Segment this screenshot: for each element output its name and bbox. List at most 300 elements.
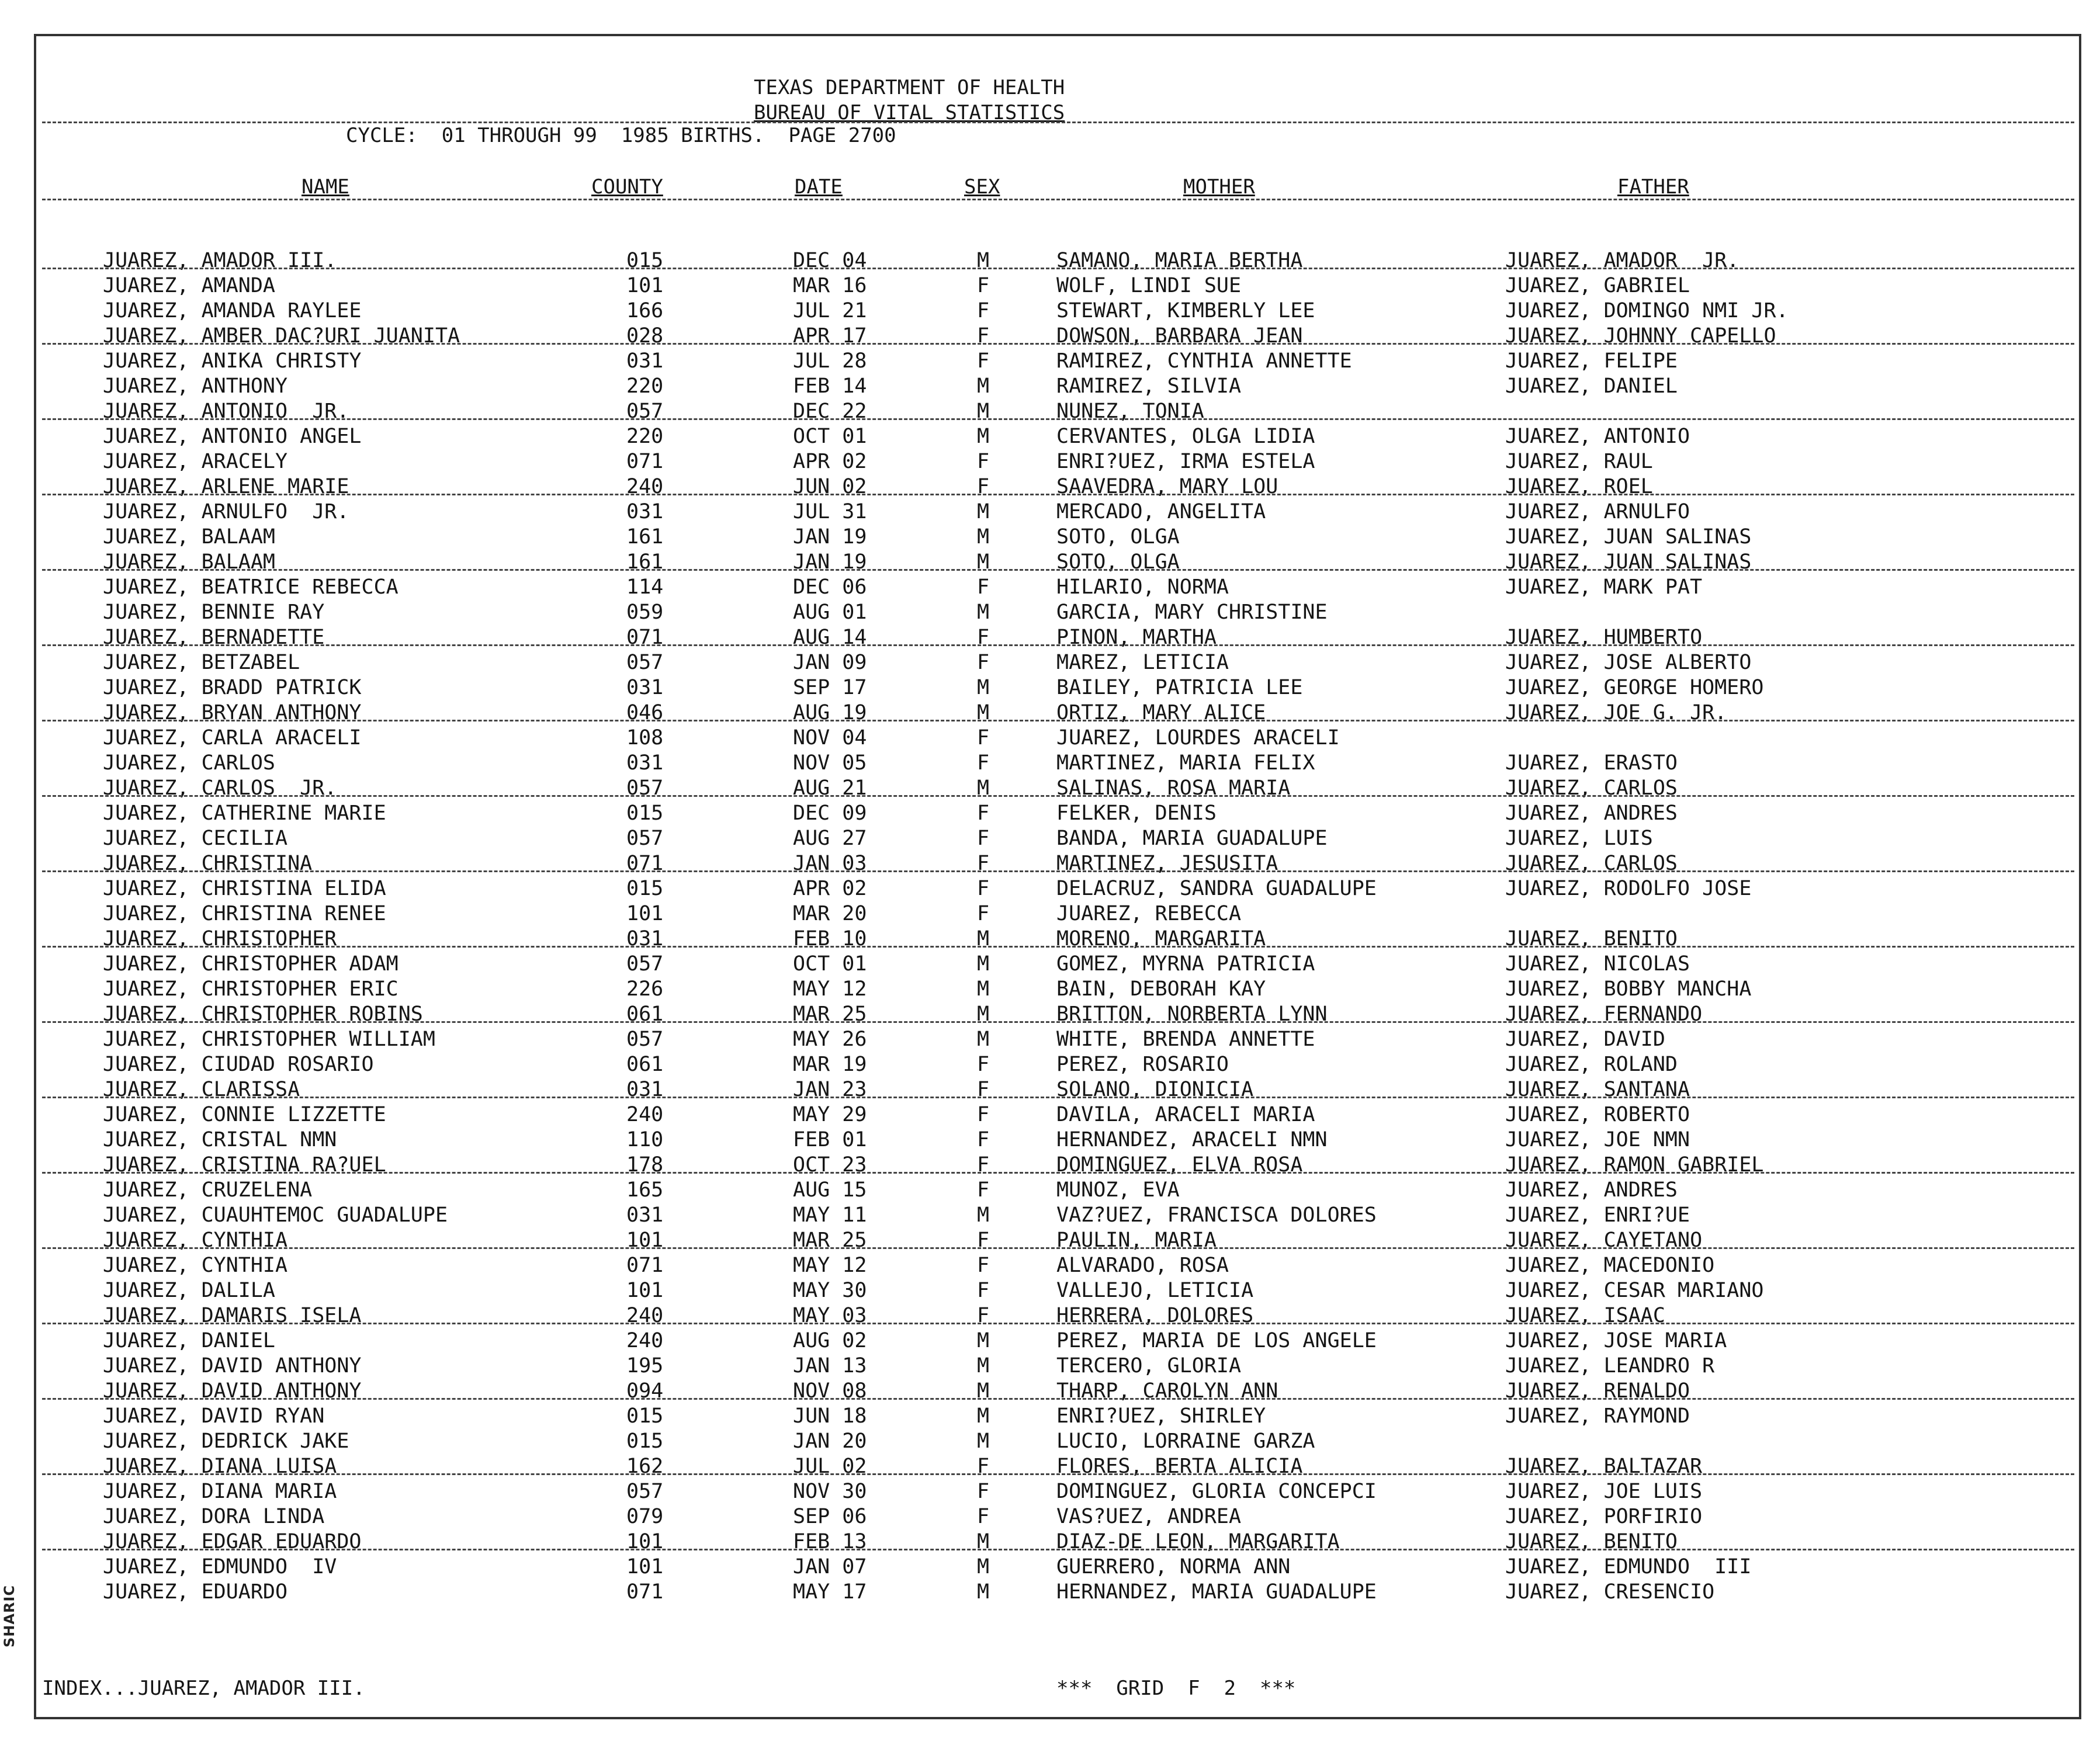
cell-date: JAN 09 <box>793 651 867 674</box>
cell-sex: F <box>977 475 990 498</box>
cell-sex: F <box>977 802 990 825</box>
cell-county: 220 <box>626 374 664 398</box>
cell-mother: HERRERA, DOLORES <box>1056 1304 1254 1327</box>
cell-county: 015 <box>626 1430 664 1453</box>
cell-name: JUAREZ, CRISTINA RA?UEL <box>103 1153 386 1177</box>
row-group-rule <box>42 1549 2074 1550</box>
cell-name: JUAREZ, DIANA LUISA <box>103 1455 337 1478</box>
cell-county: 166 <box>626 299 664 322</box>
cell-sex: F <box>977 726 990 750</box>
table-row <box>0 273 2100 299</box>
cell-name: JUAREZ, ARLENE MARIE <box>103 475 349 498</box>
cell-father: JUAREZ, BOBBY MANCHA <box>1505 977 1752 1001</box>
col-date: DATE <box>795 175 843 199</box>
cell-date: MAR 25 <box>793 1229 867 1252</box>
cell-name: JUAREZ, ANTONIO JR. <box>103 400 349 423</box>
cell-sex: F <box>977 1480 990 1503</box>
cell-date: JAN 23 <box>793 1078 867 1101</box>
cell-sex: F <box>977 274 990 297</box>
cell-county: 101 <box>626 902 664 925</box>
table-row <box>0 424 2100 449</box>
cell-county: 061 <box>626 1053 664 1076</box>
row-group-rule <box>42 1021 2074 1023</box>
cell-county: 101 <box>626 1279 664 1302</box>
cell-date: OCT 23 <box>793 1153 867 1177</box>
table-row <box>0 1429 2100 1454</box>
cell-sex: F <box>977 1103 990 1126</box>
cell-date: JUL 28 <box>793 349 867 373</box>
cell-mother: DIAZ-DE LEON, MARGARITA <box>1056 1530 1340 1553</box>
cell-mother: PAULIN, MARIA <box>1056 1229 1217 1252</box>
cell-mother: LUCIO, LORRAINE GARZA <box>1056 1430 1315 1453</box>
cell-father: JUAREZ, AMADOR JR. <box>1505 249 1739 272</box>
cell-father: JUAREZ, JUAN SALINAS <box>1505 550 1752 574</box>
cell-name: JUAREZ, CRUZELENA <box>103 1178 313 1202</box>
cell-father: JUAREZ, JOHNNY CAPELLO <box>1505 324 1776 348</box>
cell-date: MAY 12 <box>793 977 867 1001</box>
cell-date: DEC 09 <box>793 802 867 825</box>
cell-sex: M <box>977 1329 990 1352</box>
cell-name: JUAREZ, CLARISSA <box>103 1078 300 1101</box>
cell-name: JUAREZ, BENNIE RAY <box>103 601 325 624</box>
cell-county: 101 <box>626 1530 664 1553</box>
cell-date: DEC 04 <box>793 249 867 272</box>
table-row <box>0 826 2100 851</box>
cell-date: MAR 19 <box>793 1053 867 1076</box>
table-row <box>0 977 2100 1002</box>
cell-name: JUAREZ, CRISTAL NMN <box>103 1128 337 1151</box>
cell-sex: F <box>977 751 990 775</box>
cell-sex: F <box>977 1178 990 1202</box>
cell-county: 101 <box>626 1555 664 1578</box>
cell-county: 240 <box>626 1304 664 1327</box>
cell-sex: M <box>977 1203 990 1227</box>
cell-mother: MARTINEZ, JESUSITA <box>1056 852 1278 875</box>
table-row <box>0 1328 2100 1354</box>
cell-county: 057 <box>626 776 664 800</box>
row-group-rule <box>42 644 2074 646</box>
cell-sex: M <box>977 1580 990 1604</box>
cell-mother: SALINAS, ROSA MARIA <box>1056 776 1291 800</box>
cell-date: AUG 02 <box>793 1329 867 1352</box>
cell-county: 046 <box>626 701 664 724</box>
cell-father: JUAREZ, CESAR MARIANO <box>1505 1279 1764 1302</box>
cell-mother: RAMIREZ, SILVIA <box>1056 374 1242 398</box>
table-row <box>0 851 2100 876</box>
cell-name: JUAREZ, DORA LINDA <box>103 1505 325 1528</box>
cell-name: JUAREZ, BALAAM <box>103 550 276 574</box>
cell-sex: F <box>977 651 990 674</box>
cell-name: JUAREZ, AMANDA RAYLEE <box>103 299 362 322</box>
table-row <box>0 449 2100 474</box>
cell-name: JUAREZ, CUAUHTEMOC GUADALUPE <box>103 1203 448 1227</box>
row-group-rule <box>42 1097 2074 1098</box>
table-row <box>0 1178 2100 1203</box>
footer-grid: *** GRID F 2 *** <box>1056 1677 1296 1700</box>
cell-father: JUAREZ, DOMINGO NMI JR. <box>1505 299 1789 322</box>
cell-date: NOV 04 <box>793 726 867 750</box>
cell-sex: M <box>977 374 990 398</box>
table-row <box>0 1002 2100 1027</box>
cell-sex: F <box>977 1505 990 1528</box>
cell-date: JUL 02 <box>793 1455 867 1478</box>
cell-name: JUAREZ, BALAAM <box>103 525 276 549</box>
cell-mother: VALLEJO, LETICIA <box>1056 1279 1254 1302</box>
cell-date: APR 02 <box>793 877 867 900</box>
table-row <box>0 700 2100 726</box>
table-row <box>0 525 2100 550</box>
row-group-rule <box>42 569 2074 571</box>
cell-name: JUAREZ, ANTHONY <box>103 374 288 398</box>
cell-county: 071 <box>626 1254 664 1277</box>
cell-father: JUAREZ, ROBERTO <box>1505 1103 1690 1126</box>
cell-mother: DELACRUZ, SANDRA GUADALUPE <box>1056 877 1377 900</box>
cell-county: 015 <box>626 802 664 825</box>
cell-county: 031 <box>626 1078 664 1101</box>
cell-name: JUAREZ, DIANA MARIA <box>103 1480 337 1503</box>
cell-county: 031 <box>626 927 664 950</box>
cell-date: AUG 21 <box>793 776 867 800</box>
cell-mother: TERCERO, GLORIA <box>1056 1354 1242 1378</box>
cell-county: 240 <box>626 1329 664 1352</box>
cell-father: JUAREZ, ANDRES <box>1505 1178 1678 1202</box>
cell-county: 061 <box>626 1002 664 1026</box>
cell-father: JUAREZ, JUAN SALINAS <box>1505 525 1752 549</box>
cell-name: JUAREZ, CHRISTINA ELIDA <box>103 877 386 900</box>
table-row <box>0 1102 2100 1127</box>
cell-sex: F <box>977 877 990 900</box>
cell-father: JUAREZ, JOE NMN <box>1505 1128 1690 1151</box>
cell-county: 057 <box>626 651 664 674</box>
header-title: TEXAS DEPARTMENT OF HEALTH <box>754 76 1065 99</box>
cell-county: 094 <box>626 1379 664 1403</box>
cell-county: 057 <box>626 1480 664 1503</box>
row-group-rule <box>42 1323 2074 1324</box>
table-row <box>0 499 2100 525</box>
cell-date: NOV 05 <box>793 751 867 775</box>
cell-father: JUAREZ, LEANDRO R <box>1505 1354 1715 1378</box>
cell-name: JUAREZ, ARACELY <box>103 450 288 473</box>
table-row <box>0 474 2100 499</box>
cell-date: NOV 30 <box>793 1480 867 1503</box>
cell-sex: F <box>977 1229 990 1252</box>
cell-name: JUAREZ, EDUARDO <box>103 1580 288 1604</box>
table-row <box>0 1127 2100 1153</box>
cell-county: 015 <box>626 1404 664 1428</box>
cell-county: 101 <box>626 274 664 297</box>
cell-name: JUAREZ, AMBER DAC?URI JUANITA <box>103 324 460 348</box>
cell-sex: F <box>977 1078 990 1101</box>
cell-date: JUL 21 <box>793 299 867 322</box>
cell-name: JUAREZ, AMADOR III. <box>103 249 337 272</box>
table-row <box>0 1278 2100 1303</box>
cell-date: AUG 19 <box>793 701 867 724</box>
cell-name: JUAREZ, CHRISTINA RENEE <box>103 902 386 925</box>
cell-sex: M <box>977 701 990 724</box>
cell-father: JUAREZ, RENALDO <box>1505 1379 1690 1403</box>
cell-date: JUN 02 <box>793 475 867 498</box>
cell-name: JUAREZ, DAVID ANTHONY <box>103 1354 362 1378</box>
cell-county: 161 <box>626 550 664 574</box>
table-row <box>0 1504 2100 1529</box>
cell-sex: M <box>977 1354 990 1378</box>
cell-sex: M <box>977 500 990 523</box>
cell-date: SEP 17 <box>793 676 867 699</box>
cell-date: DEC 06 <box>793 575 867 599</box>
cell-county: 226 <box>626 977 664 1001</box>
cell-county: 165 <box>626 1178 664 1202</box>
row-group-rule <box>42 418 2074 420</box>
cell-father: JUAREZ, GEORGE HOMERO <box>1505 676 1764 699</box>
cell-mother: NUNEZ, TONIA <box>1056 400 1204 423</box>
table-row <box>0 1529 2100 1555</box>
cell-name: JUAREZ, EDGAR EDUARDO <box>103 1530 362 1553</box>
cell-mother: SOTO, OLGA <box>1056 525 1180 549</box>
cell-county: 162 <box>626 1455 664 1478</box>
cell-name: JUAREZ, CHRISTINA <box>103 852 313 875</box>
cell-name: JUAREZ, DEDRICK JAKE <box>103 1430 349 1453</box>
cell-father: JUAREZ, ARNULFO <box>1505 500 1690 523</box>
cell-county: 028 <box>626 324 664 348</box>
cell-sex: F <box>977 852 990 875</box>
cell-county: 071 <box>626 1580 664 1604</box>
cell-date: NOV 08 <box>793 1379 867 1403</box>
cell-sex: M <box>977 1555 990 1578</box>
cell-county: 178 <box>626 1153 664 1177</box>
cell-mother: DOMINGUEZ, GLORIA CONCEPCI <box>1056 1480 1377 1503</box>
cell-date: FEB 14 <box>793 374 867 398</box>
cell-mother: SOTO, OLGA <box>1056 550 1180 574</box>
cell-mother: THARP, CAROLYN ANN <box>1056 1379 1278 1403</box>
cell-name: JUAREZ, CONNIE LIZZETTE <box>103 1103 386 1126</box>
cell-sex: M <box>977 776 990 800</box>
row-group-rule <box>42 1398 2074 1400</box>
cell-county: 195 <box>626 1354 664 1378</box>
cell-sex: F <box>977 324 990 348</box>
cell-name: JUAREZ, BRADD PATRICK <box>103 676 362 699</box>
cell-sex: F <box>977 575 990 599</box>
cell-mother: JUAREZ, REBECCA <box>1056 902 1242 925</box>
cell-mother: HERNANDEZ, MARIA GUADALUPE <box>1056 1580 1377 1604</box>
row-group-rule <box>42 795 2074 797</box>
cell-mother: DOMINGUEZ, ELVA ROSA <box>1056 1153 1303 1177</box>
header-rule <box>42 122 2074 123</box>
cell-sex: M <box>977 400 990 423</box>
table-row <box>0 1253 2100 1278</box>
cell-date: MAY 26 <box>793 1028 867 1051</box>
cell-mother: DOWSON, BARBARA JEAN <box>1056 324 1303 348</box>
cell-father: JUAREZ, FERNANDO <box>1505 1002 1703 1026</box>
cell-name: JUAREZ, CARLOS JR. <box>103 776 337 800</box>
table-row <box>0 1303 2100 1328</box>
cell-father: JUAREZ, MACEDONIO <box>1505 1254 1715 1277</box>
row-group-rule <box>42 494 2074 495</box>
cell-name: JUAREZ, CHRISTOPHER ERIC <box>103 977 398 1001</box>
table-row <box>0 1454 2100 1479</box>
table-row <box>0 927 2100 952</box>
table-row <box>0 952 2100 977</box>
cell-mother: MAREZ, LETICIA <box>1056 651 1229 674</box>
cell-date: JAN 03 <box>793 852 867 875</box>
cell-date: JAN 19 <box>793 525 867 549</box>
cell-date: FEB 10 <box>793 927 867 950</box>
cell-date: JAN 20 <box>793 1430 867 1453</box>
cell-date: JUN 18 <box>793 1404 867 1428</box>
table-row <box>0 776 2100 801</box>
cell-father: JUAREZ, RODOLFO JOSE <box>1505 877 1752 900</box>
cell-mother: STEWART, KIMBERLY LEE <box>1056 299 1315 322</box>
row-group-rule <box>42 343 2074 345</box>
table-row <box>0 1580 2100 1605</box>
cell-sex: F <box>977 1279 990 1302</box>
cell-mother: WOLF, LINDI SUE <box>1056 274 1242 297</box>
cell-father: JUAREZ, GABRIEL <box>1505 274 1690 297</box>
cell-county: 071 <box>626 450 664 473</box>
row-group-rule <box>42 1172 2074 1174</box>
footer-index: INDEX...JUAREZ, AMADOR III. <box>42 1677 365 1700</box>
cell-county: 101 <box>626 1229 664 1252</box>
cell-mother: PEREZ, MARIA DE LOS ANGELE <box>1056 1329 1377 1352</box>
side-label: SHARIC <box>1 1585 18 1647</box>
cell-father: JUAREZ, FELIPE <box>1505 349 1678 373</box>
cell-date: JUL 31 <box>793 500 867 523</box>
cell-county: 031 <box>626 676 664 699</box>
cell-father: JUAREZ, ENRI?UE <box>1505 1203 1690 1227</box>
cell-name: JUAREZ, BRYAN ANTHONY <box>103 701 362 724</box>
row-group-rule <box>42 1247 2074 1249</box>
cell-county: 108 <box>626 726 664 750</box>
table-row <box>0 675 2100 700</box>
table-row <box>0 876 2100 901</box>
cell-name: JUAREZ, CHRISTOPHER ROBINS <box>103 1002 423 1026</box>
cell-sex: F <box>977 1153 990 1177</box>
cell-mother: RAMIREZ, CYNTHIA ANNETTE <box>1056 349 1352 373</box>
cell-county: 071 <box>626 852 664 875</box>
cell-date: AUG 01 <box>793 601 867 624</box>
cell-sex: F <box>977 827 990 850</box>
cell-county: 114 <box>626 575 664 599</box>
table-row <box>0 349 2100 374</box>
cell-sex: M <box>977 550 990 574</box>
cell-sex: M <box>977 952 990 976</box>
cell-sex: M <box>977 1430 990 1453</box>
cell-date: MAY 03 <box>793 1304 867 1327</box>
table-row <box>0 248 2100 273</box>
table-row <box>0 600 2100 625</box>
col-sex: SEX <box>964 175 1000 199</box>
cell-county: 110 <box>626 1128 664 1151</box>
cell-sex: M <box>977 525 990 549</box>
cell-sex: F <box>977 1254 990 1277</box>
cell-county: 031 <box>626 349 664 373</box>
table-row <box>0 1052 2100 1077</box>
cell-sex: F <box>977 1304 990 1327</box>
cell-mother: PINON, MARTHA <box>1056 626 1217 649</box>
cell-name: JUAREZ, CHRISTOPHER <box>103 927 337 950</box>
cell-date: APR 17 <box>793 324 867 348</box>
cell-name: JUAREZ, DAMARIS ISELA <box>103 1304 362 1327</box>
cell-name: JUAREZ, DANIEL <box>103 1329 276 1352</box>
cell-name: JUAREZ, DAVID ANTHONY <box>103 1379 362 1403</box>
cell-father: JUAREZ, BENITO <box>1505 927 1678 950</box>
cell-sex: M <box>977 1404 990 1428</box>
cell-date: OCT 01 <box>793 425 867 448</box>
cell-mother: MUNOZ, EVA <box>1056 1178 1180 1202</box>
cell-date: FEB 01 <box>793 1128 867 1151</box>
table-row <box>0 299 2100 324</box>
cell-father: JUAREZ, MARK PAT <box>1505 575 1703 599</box>
cell-name: JUAREZ, CARLA ARACELI <box>103 726 362 750</box>
cell-father: JUAREZ, DAVID <box>1505 1028 1665 1051</box>
cell-mother: FLORES, BERTA ALICIA <box>1056 1455 1303 1478</box>
cell-sex: F <box>977 1128 990 1151</box>
cell-sex: M <box>977 676 990 699</box>
cell-date: MAY 30 <box>793 1279 867 1302</box>
cell-name: JUAREZ, BERNADETTE <box>103 626 325 649</box>
cell-mother: WHITE, BRENDA ANNETTE <box>1056 1028 1315 1051</box>
cell-mother: BAILEY, PATRICIA LEE <box>1056 676 1303 699</box>
cell-name: JUAREZ, DALILA <box>103 1279 276 1302</box>
cell-date: APR 02 <box>793 450 867 473</box>
cycle-line: CYCLE: 01 THROUGH 99 1985 BIRTHS. PAGE 2700 <box>346 124 896 147</box>
cell-mother: SAAVEDRA, MARY LOU <box>1056 475 1278 498</box>
cell-father: JUAREZ, CRESENCIO <box>1505 1580 1715 1604</box>
table-row <box>0 625 2100 650</box>
row-group-rule <box>42 720 2074 721</box>
cell-county: 079 <box>626 1505 664 1528</box>
cell-father: JUAREZ, RAYMOND <box>1505 1404 1690 1428</box>
cell-mother: ENRI?UEZ, SHIRLEY <box>1056 1404 1266 1428</box>
cell-name: JUAREZ, ANIKA CHRISTY <box>103 349 362 373</box>
cell-mother: BRITTON, NORBERTA LYNN <box>1056 1002 1328 1026</box>
cell-father: JUAREZ, ISAAC <box>1505 1304 1665 1327</box>
cell-date: AUG 14 <box>793 626 867 649</box>
cell-mother: PEREZ, ROSARIO <box>1056 1053 1229 1076</box>
cell-mother: JUAREZ, LOURDES ARACELI <box>1056 726 1340 750</box>
cell-name: JUAREZ, CECILIA <box>103 827 288 850</box>
table-row <box>0 1555 2100 1580</box>
cell-date: MAY 17 <box>793 1580 867 1604</box>
cell-mother: CERVANTES, OLGA LIDIA <box>1056 425 1315 448</box>
cell-county: 057 <box>626 1028 664 1051</box>
cell-sex: F <box>977 299 990 322</box>
table-row <box>0 575 2100 600</box>
table-row <box>0 726 2100 751</box>
cell-sex: M <box>977 249 990 272</box>
cell-sex: M <box>977 601 990 624</box>
col-county: COUNTY <box>591 175 663 199</box>
cell-father: JUAREZ, ERASTO <box>1505 751 1678 775</box>
table-row <box>0 1354 2100 1379</box>
cell-mother: MERCADO, ANGELITA <box>1056 500 1266 523</box>
cell-mother: ORTIZ, MARY ALICE <box>1056 701 1266 724</box>
row-group-rule <box>42 268 2074 269</box>
table-row <box>0 374 2100 399</box>
cell-father: JUAREZ, RAMON GABRIEL <box>1505 1153 1764 1177</box>
cell-name: JUAREZ, BEATRICE REBECCA <box>103 575 398 599</box>
cell-sex: F <box>977 1053 990 1076</box>
cell-mother: FELKER, DENIS <box>1056 802 1217 825</box>
cell-mother: ALVARADO, ROSA <box>1056 1254 1229 1277</box>
cell-mother: HERNANDEZ, ARACELI NMN <box>1056 1128 1328 1151</box>
cell-name: JUAREZ, BETZABEL <box>103 651 300 674</box>
cell-sex: F <box>977 1455 990 1478</box>
cell-date: AUG 15 <box>793 1178 867 1202</box>
cell-date: MAR 16 <box>793 274 867 297</box>
cell-county: 057 <box>626 952 664 976</box>
cell-date: JAN 07 <box>793 1555 867 1578</box>
cell-county: 240 <box>626 1103 664 1126</box>
